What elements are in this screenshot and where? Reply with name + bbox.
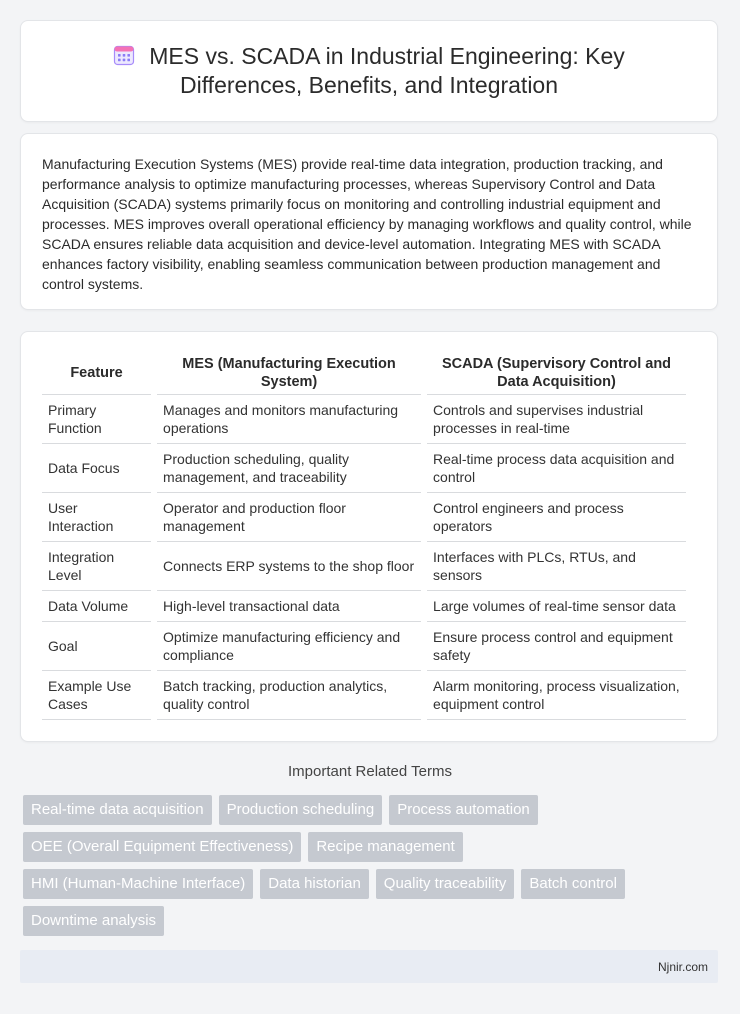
page-title-wrap — [61, 42, 677, 100]
table-row — [42, 395, 686, 444]
term-tag[interactable]: Quality traceability — [376, 869, 515, 899]
cell-feature: Example Use Cases — [42, 671, 151, 720]
term-row — [23, 795, 723, 825]
calendar-icon — [113, 44, 135, 66]
comparison-table — [36, 351, 692, 720]
cell-mes: Connects ERP systems to the shop floor — [157, 542, 421, 591]
cell-mes: Production scheduling, quality management, and traceability — [157, 444, 421, 493]
term-tag[interactable]: Real-time data acquisition — [23, 795, 212, 825]
table-row — [42, 622, 686, 671]
cell-feature: Primary Function — [42, 395, 151, 444]
page-title: MES vs. SCADA in Industrial Engineering: Key Differences, Benefits, and Integration — [149, 43, 625, 98]
term-row — [23, 906, 723, 936]
cell-mes: High-level transactional data — [157, 591, 421, 622]
term-tag[interactable]: HMI (Human-Machine Interface) — [23, 869, 253, 899]
header-mes: MES (Manufacturing Execution System) — [157, 351, 421, 395]
header-scada: SCADA (Supervisory Control and Data Acquisition) — [427, 351, 686, 395]
cell-feature: Data Focus — [42, 444, 151, 493]
table-row — [42, 444, 686, 493]
term-tag[interactable]: Recipe management — [308, 832, 462, 862]
cell-scada: Large volumes of real-time sensor data — [427, 591, 686, 622]
cell-scada: Alarm monitoring, process visualization, equipment control — [427, 671, 686, 720]
cell-scada: Controls and supervises industrial processes in real-time — [427, 395, 686, 444]
related-terms — [23, 795, 723, 943]
cell-feature: Goal — [42, 622, 151, 671]
table-row — [42, 671, 686, 720]
cell-scada: Interfaces with PLCs, RTUs, and sensors — [427, 542, 686, 591]
intro-paragraph: Manufacturing Execution Systems (MES) provide real-time data integration, production tracking, and performance analysis to optimize manufacturing processes, whereas Supervisory Control and Data Acquisition (SCADA) systems primarily focus on monitoring and controlling industrial equipment and processes. MES improves overall operational efficiency by managing workflows and quality control, while SCADA ensures reliable data acquisition and device-level automation. Integrating MES with SCADA enhances factory visibility, enabling seamless communication between production management and control systems. — [42, 156, 692, 292]
cell-mes: Operator and production floor management — [157, 493, 421, 542]
table-header-row — [42, 351, 686, 395]
cell-mes: Optimize manufacturing efficiency and compliance — [157, 622, 421, 671]
term-row — [23, 832, 723, 862]
term-tag[interactable]: Production scheduling — [219, 795, 383, 825]
comparison-table-card — [20, 331, 718, 742]
table-row — [42, 591, 686, 622]
related-terms-title: Important Related Terms — [288, 763, 452, 780]
term-row — [23, 869, 723, 899]
term-tag[interactable]: OEE (Overall Equipment Effectiveness) — [23, 832, 301, 862]
header-feature: Feature — [42, 351, 151, 395]
term-tag[interactable]: Batch control — [521, 869, 625, 899]
cell-feature: Integration Level — [42, 542, 151, 591]
title-card — [20, 20, 718, 122]
term-tag[interactable]: Data historian — [260, 869, 369, 899]
cell-mes: Manages and monitors manufacturing operations — [157, 395, 421, 444]
footer — [20, 950, 718, 983]
cell-feature: User Interaction — [42, 493, 151, 542]
cell-scada: Ensure process control and equipment safety — [427, 622, 686, 671]
term-tag[interactable]: Downtime analysis — [23, 906, 164, 936]
footer-site[interactable]: Njnir.com — [657, 960, 708, 974]
cell-scada: Control engineers and process operators — [427, 493, 686, 542]
intro-card — [20, 133, 718, 310]
cell-feature: Data Volume — [42, 591, 151, 622]
table-row — [42, 493, 686, 542]
cell-scada: Real-time process data acquisition and control — [427, 444, 686, 493]
term-tag[interactable]: Process automation — [389, 795, 538, 825]
cell-mes: Batch tracking, production analytics, quality control — [157, 671, 421, 720]
table-row — [42, 542, 686, 591]
